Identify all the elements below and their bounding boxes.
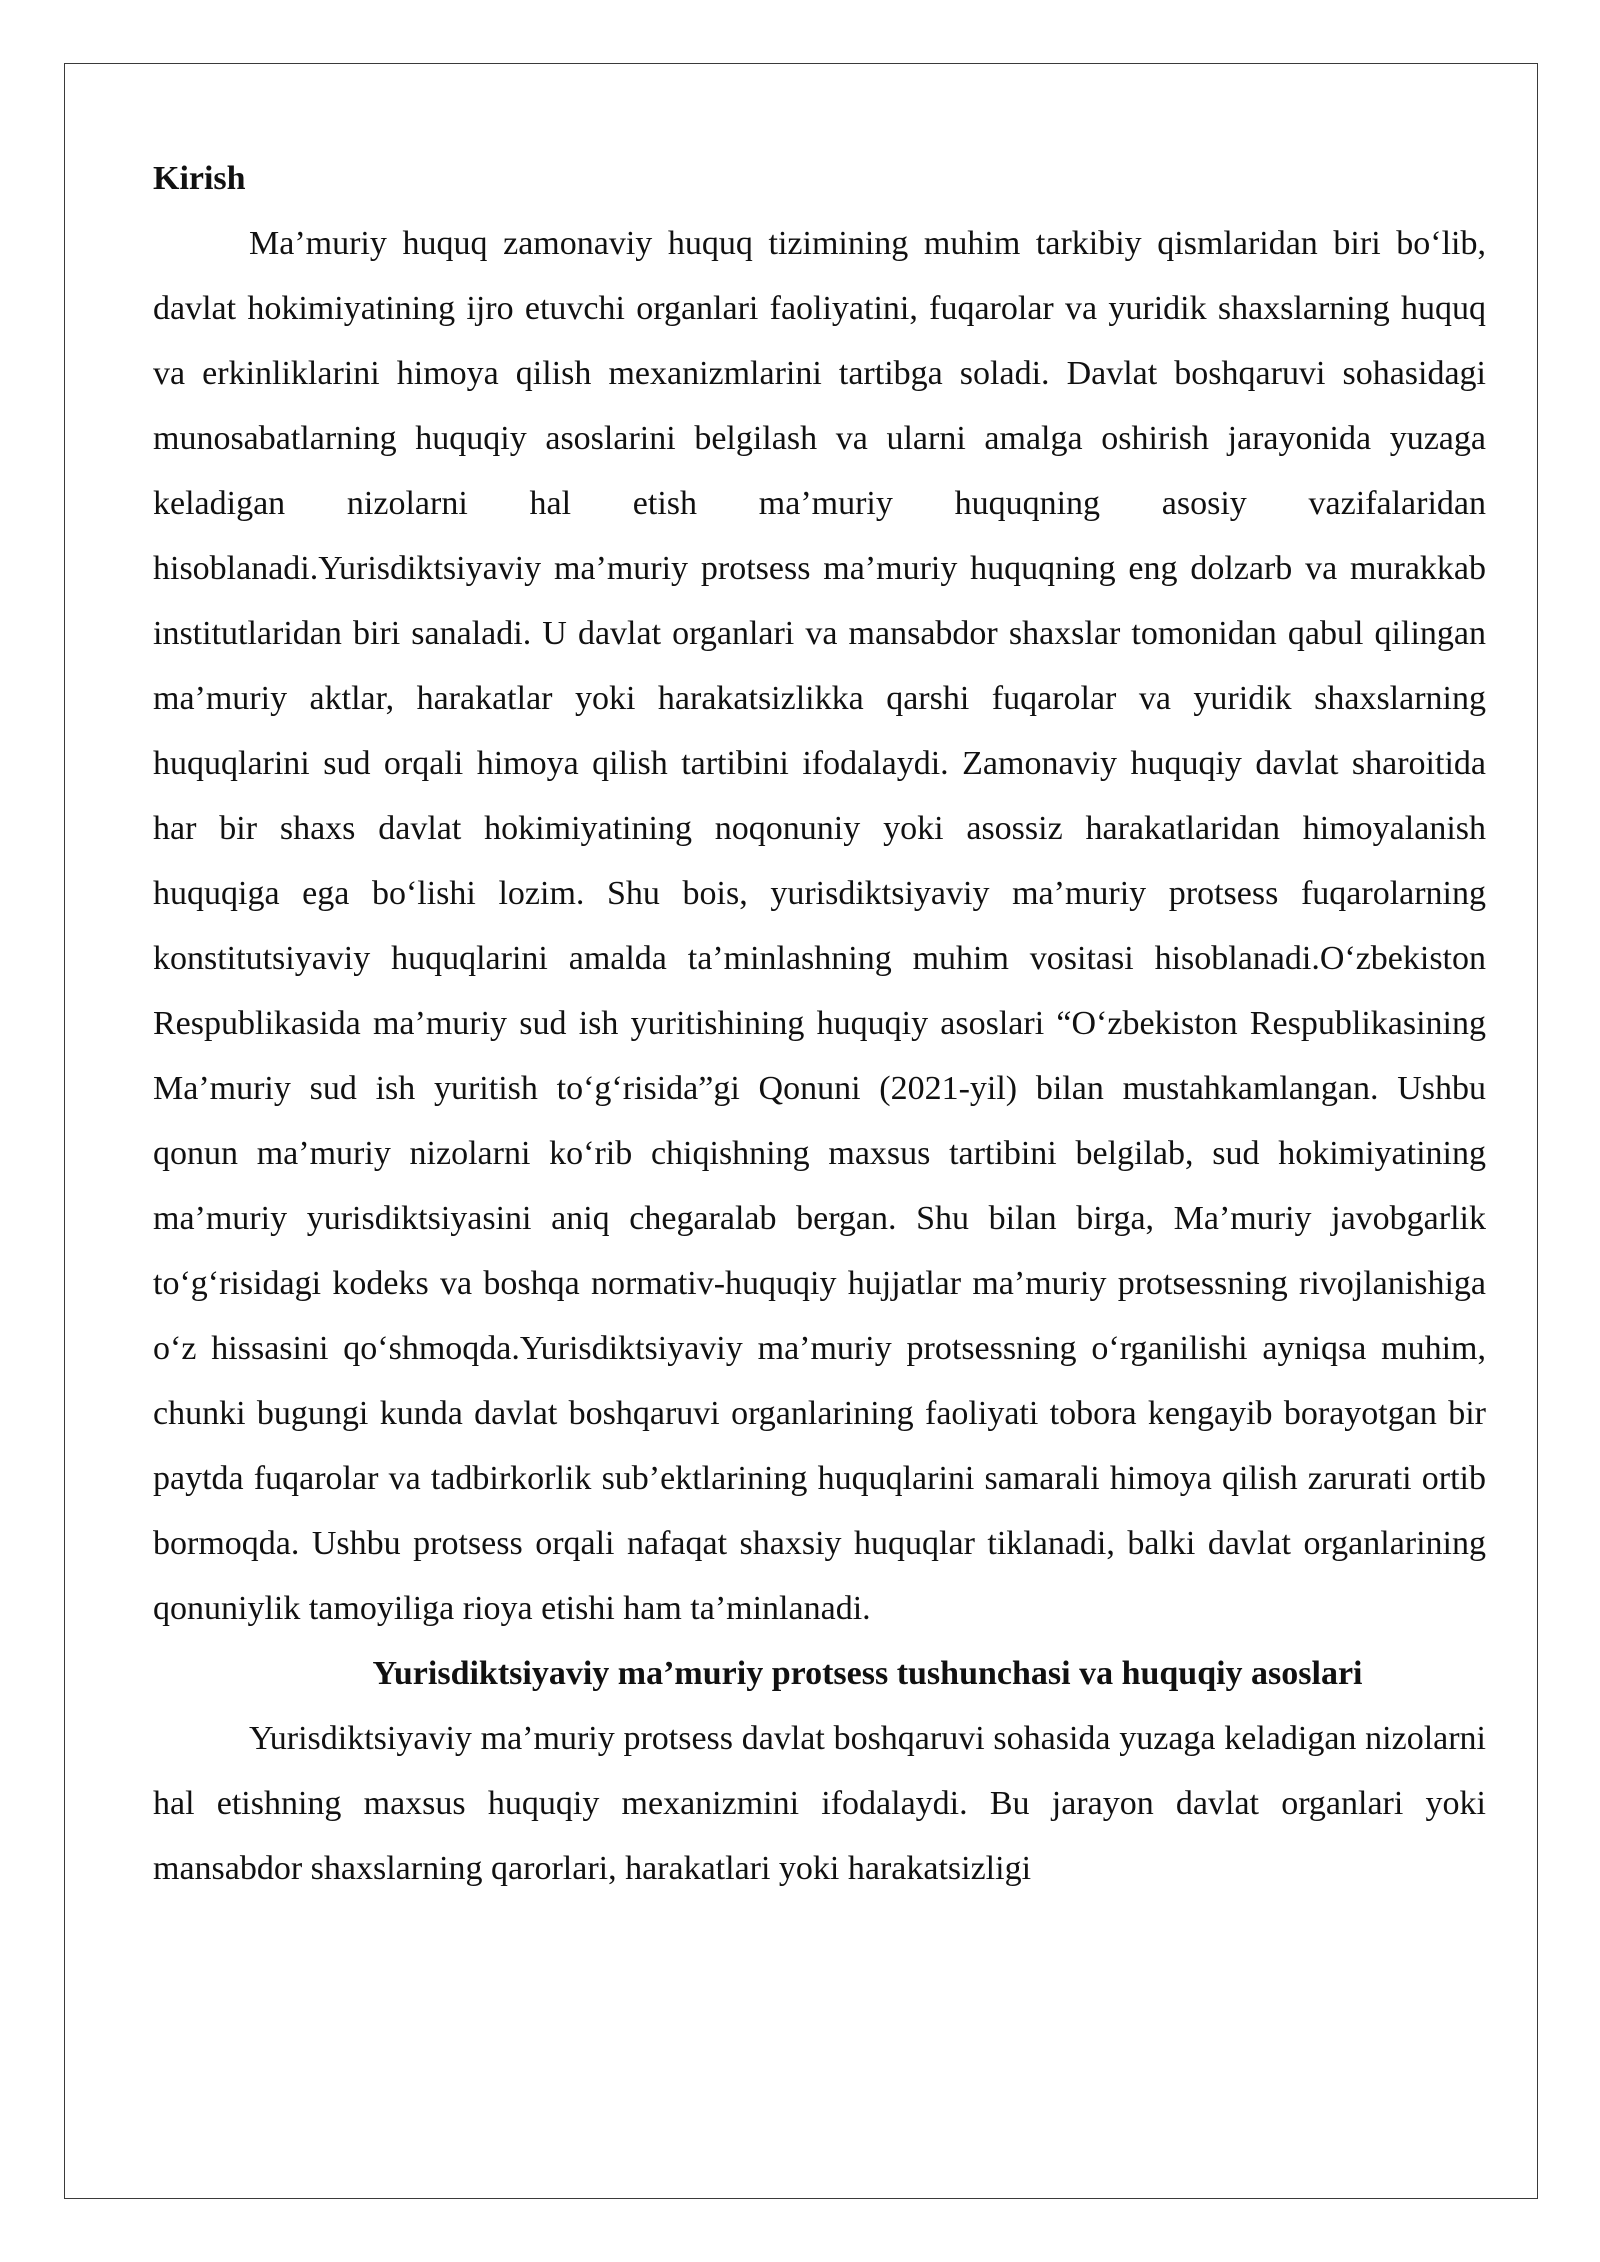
- section-title: Yurisdiktsiyaviy ma’muriy protsess tushunchasi va huquqiy asoslari: [372, 1655, 1363, 1692]
- intro-heading: Kirish: [153, 160, 246, 197]
- section-paragraph: Yurisdiktsiyaviy ma’muriy protsess davlat boshqaruvi sohasida yuzaga keladigan nizolarni hal etishning maxsus huquqiy mexanizmini ifodalaydi. Bu jarayon davlat organlari yoki mansabdor shaxslarning qarorlari, harakatlari yoki harakatsizligi: [153, 1720, 1486, 1887]
- intro-paragraph: Ma’muriy huquq zamonaviy huquq tizimining muhim tarkibiy qismlaridan biri bo‘lib, davlat hokimiyatining ijro etuvchi organlari faoliyatini, fuqarolar va yuridik shaxslarning huquq va erkinliklarini himoya qilish mexanizmlarini tartibga soladi. Davlat boshqaruvi sohasidagi munosabatlarning huquqiy asoslarini belgilash va ularni amalga oshirish jarayonida yuzaga keladigan nizolarni hal etish ma’muriy huquqning asosiy vazifalaridan hisoblanadi.Yurisdiktsiyaviy ma’muriy protsess ma’muriy huquqning eng dolzarb va murakkab institutlaridan biri sanaladi. U davlat organlari va mansabdor shaxslar tomonidan qabul qilingan ma’muriy aktlar, harakatlar yoki harakatsizlikka qarshi fuqarolar va yuridik shaxslarning huquqlarini sud orqali himoya qilish tartibini ifodalaydi. Zamonaviy huquqiy davlat sharoitida har bir shaxs davlat hokimiyatining noqonuniy yoki asossiz harakatlaridan himoyalanish huquqiga ega bo‘lishi lozim. Shu bois, yurisdiktsiyaviy ma’muriy protsess fuqarolarning konstitutsiyaviy huquqlarini amalda ta’minlashning muhim vositasi hisoblanadi.O‘zbekiston Respublikasida ma’muriy sud ish yuritishining huquqiy asoslari “O‘zbekiston Respublikasining Ma’muriy sud ish yuritish to‘g‘risida”gi Qonuni (2021-yil) bilan mustahkamlangan. Ushbu qonun ma’muriy nizolarni ko‘rib chiqishning maxsus tartibini belgilab, sud hokimiyatining ma’muriy yurisdiktsiyasini aniq chegaralab bergan. Shu bilan birga, Ma’muriy javobgarlik to‘g‘risidagi kodeks va boshqa normativ-huquqiy hujjatlar ma’muriy protsessning rivojlanishiga o‘z hissasini qo‘shmoqda.Yurisdiktsiyaviy ma’muriy protsessning o‘rganilishi ayniqsa muhim, chunki bugungi kunda davlat boshqaruvi organlarining faoliyati tobora kengayib borayotgan bir paytda fuqarolar va tadbirkorlik sub’ektlarining huquqlarini samarali himoya qilish zarurati ortib bormoqda. Ushbu protsess orqali nafaqat shaxsiy huquqlar tiklanadi, balki davlat organlarining qonuniylik tamoyiliga rioya etishi ham ta’minlanadi.: [153, 225, 1486, 1627]
- document-body: [153, 146, 1486, 1901]
